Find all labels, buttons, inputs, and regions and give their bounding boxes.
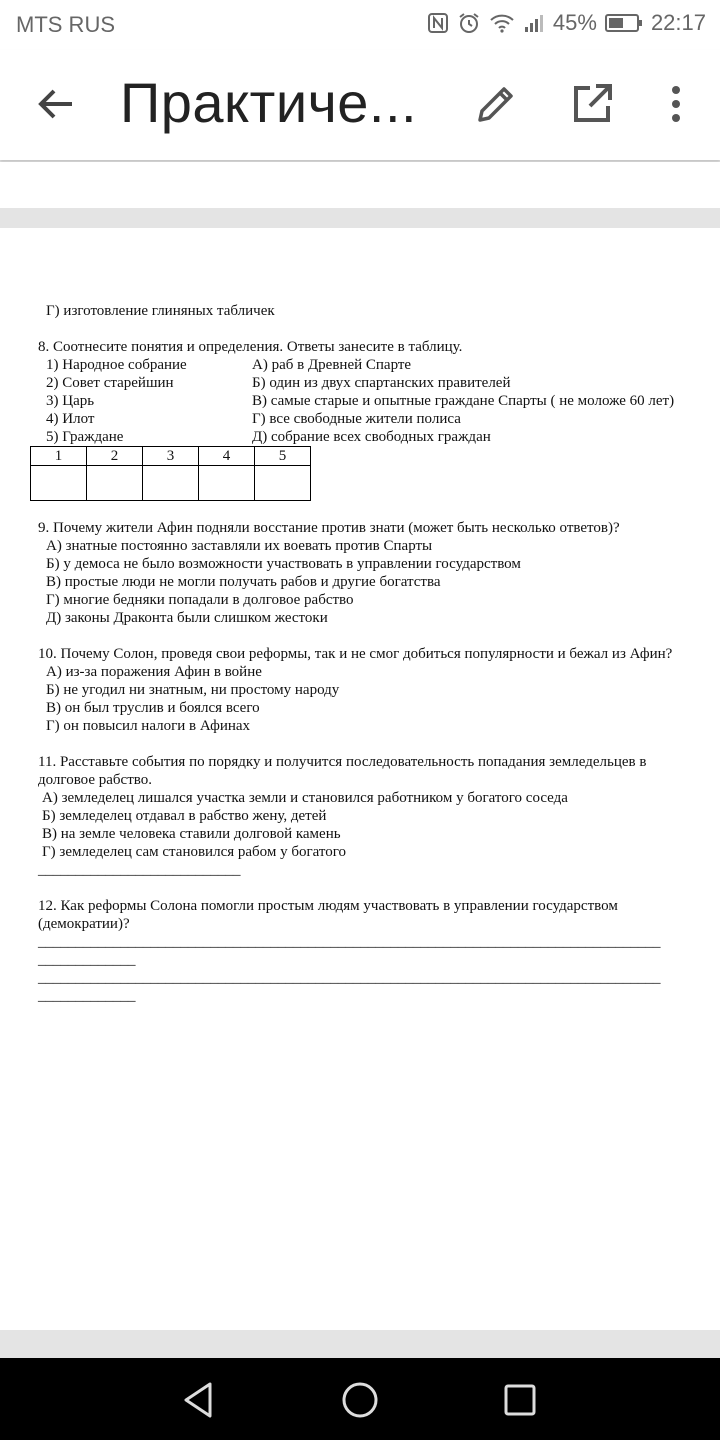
- q11-option: Г) земледелец сам становился рабом у богатого: [42, 844, 347, 860]
- wifi-icon: [489, 12, 515, 34]
- status-bar: [0, 0, 720, 50]
- q8-row: 3) Царь В) самые старые и опытные граждане Спарты ( не моложе 60 лет): [46, 393, 675, 409]
- q11-option: В) на земле человека ставили долговой камень: [42, 826, 341, 842]
- nav-home-icon[interactable]: [338, 1378, 382, 1422]
- q9-text: 9. Почему жители Афин подняли восстание против знати (может быть несколько ответов)?: [38, 520, 620, 536]
- q8-row: 2) Совет старейшин Б) один из двух спартанских правителей: [46, 375, 511, 391]
- q7-option-g: Г) изготовление глиняных табличек: [46, 303, 275, 319]
- edit-pencil-icon[interactable]: [472, 80, 520, 128]
- alarm-icon: [457, 11, 481, 35]
- carrier-label: MTS RUS: [16, 12, 115, 37]
- q9-option: Г) многие бедняки попадали в долговое рабство: [46, 592, 354, 608]
- q12-answer-line: _____________: [38, 952, 136, 968]
- table-answer-cell: [143, 466, 199, 501]
- document-content: [38, 302, 718, 1005]
- table-header-cell: 4: [199, 447, 255, 466]
- q12-answer-line: ___________________________________________________________________________________: [38, 970, 661, 986]
- nav-back-icon[interactable]: [178, 1378, 222, 1422]
- table-header-cell: 1: [31, 447, 87, 466]
- q10-option: В) он был труслив и боялся всего: [46, 700, 260, 716]
- nfc-icon: [427, 12, 449, 34]
- q9-option: Б) у демоса не было возможности участвовать в управлении государством: [46, 556, 521, 572]
- q9-option: Д) законы Драконта были слишком жестоки: [46, 610, 328, 626]
- app-bar: [0, 50, 720, 160]
- table-answer-cell: [255, 466, 311, 501]
- q11-option: А) земледелец лишался участка земли и становился работником у богатого соседа: [42, 790, 568, 806]
- q8-text: 8. Соотнесите понятия и определения. Ответы занесите в таблицу.: [38, 339, 463, 355]
- q12-answer-line: ___________________________________________________________________________________: [38, 934, 661, 950]
- q8-row: 4) Илот Г) все свободные жители полиса: [46, 411, 461, 427]
- table-answer-cell: [31, 466, 87, 501]
- q12-text-cont: (демократии)?: [38, 916, 130, 932]
- document-title: Практиче...: [120, 71, 418, 134]
- q10-text: 10. Почему Солон, проведя свои реформы, так и не смог добиться популярности и бежал из Афин?: [38, 646, 673, 662]
- open-external-icon[interactable]: [568, 80, 616, 128]
- nav-bar: [0, 1358, 720, 1440]
- q10-option: Б) не угодил ни знатным, ни простому народу: [46, 682, 340, 698]
- clock: 22:17: [650, 10, 706, 35]
- q10-option: А) из-за поражения Афин в войне: [46, 664, 262, 680]
- q11-answer-line: ___________________________: [38, 862, 241, 878]
- q12-text: 12. Как реформы Солона помогли простым людям участвовать в управлении государством: [38, 898, 618, 914]
- battery-icon: [605, 12, 643, 34]
- table-answer-cell: [87, 466, 143, 501]
- q8-row: 5) Граждане Д) собрание всех свободных граждан: [46, 429, 491, 445]
- q9-option: В) простые люди не могли получать рабов и другие богатства: [46, 574, 441, 590]
- q11-text: 11. Расставьте события по порядку и получится последовательность попадания земледельцев в: [38, 754, 647, 770]
- nav-recents-icon[interactable]: [498, 1378, 542, 1422]
- q10-option: Г) он повысил налоги в Афинах: [46, 718, 251, 734]
- answer-table: [30, 446, 311, 501]
- q12-answer-line: _____________: [38, 988, 136, 1004]
- battery-percent: 45%: [552, 10, 597, 35]
- back-arrow-icon[interactable]: [34, 82, 78, 126]
- q11-option: Б) земледелец отдавал в рабство жену, детей: [42, 808, 327, 824]
- table-header-cell: 5: [255, 447, 311, 466]
- previous-page: [0, 162, 720, 208]
- table-header-cell: 2: [87, 447, 143, 466]
- signal-icon: [523, 12, 545, 34]
- table-header-cell: 3: [143, 447, 199, 466]
- q9-option: А) знатные постоянно заставляли их воевать против Спарты: [46, 538, 433, 554]
- status-icons: [427, 10, 706, 36]
- q11-text-cont: долговое рабство.: [38, 772, 153, 788]
- table-answer-cell: [199, 466, 255, 501]
- q8-row: 1) Народное собрание А) раб в Древней Спарте: [46, 357, 412, 373]
- document-page: [0, 228, 720, 1330]
- more-vert-icon[interactable]: [652, 80, 700, 128]
